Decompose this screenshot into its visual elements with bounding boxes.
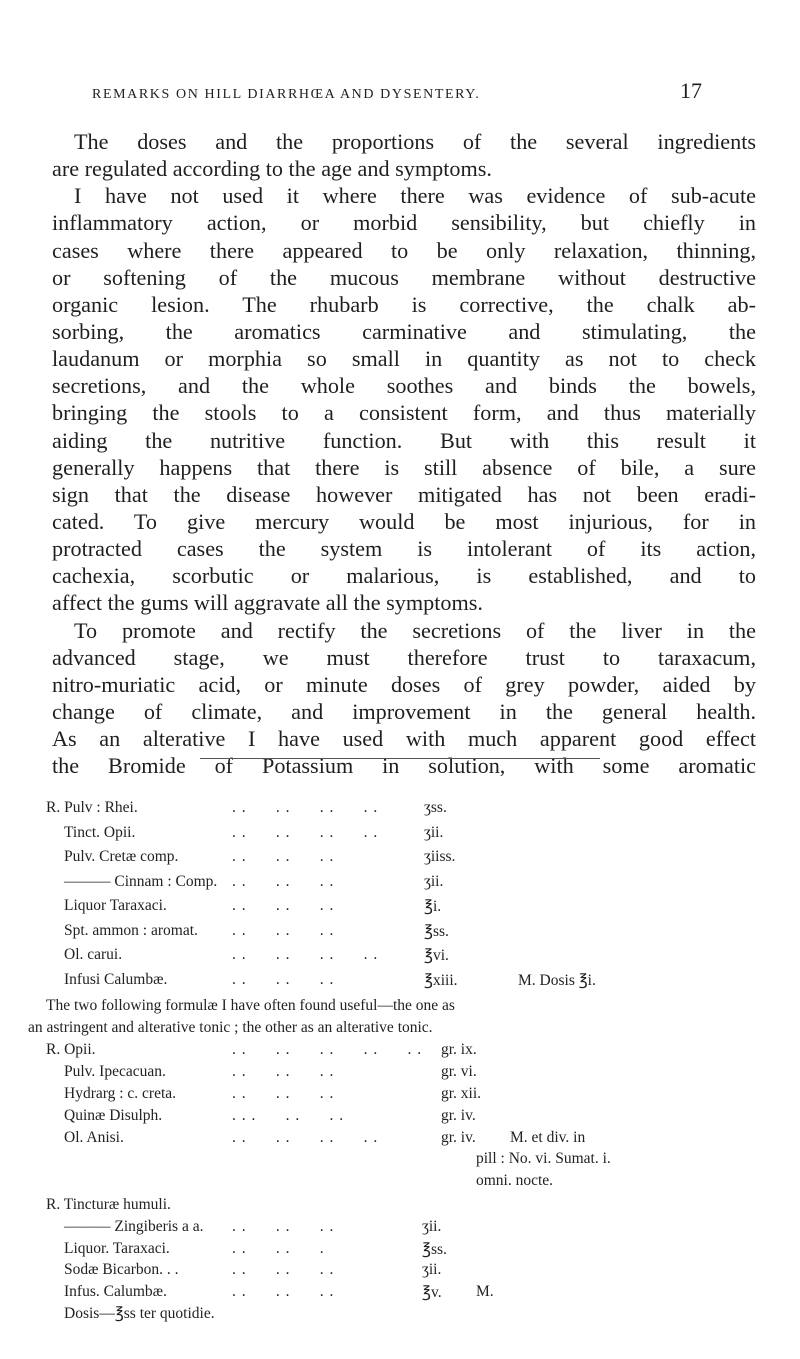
prescription-row bbox=[0, 824, 800, 845]
ingredient-name: Spt. ammon : aromat. bbox=[64, 921, 198, 939]
formula2-note-2: omni. nocte. bbox=[476, 1172, 554, 1189]
body-line: change of climate, and improvement in the general health. bbox=[52, 698, 756, 724]
ingredient-name: Liquor. Taraxaci. bbox=[64, 1239, 170, 1257]
body-line: inflammatory action, or morbid sensibility, but chiefly in bbox=[52, 210, 756, 236]
leader-dots: . . . . . . bbox=[232, 1063, 335, 1080]
ingredient-dose: ʒii. bbox=[424, 823, 444, 841]
ingredient-dose: ʒii. bbox=[424, 872, 444, 890]
ingredient-dose: ʒii. bbox=[422, 1261, 442, 1278]
ingredient-dose: ʒiiss. bbox=[424, 848, 456, 865]
leader-dots: . . . . . . bbox=[232, 1218, 335, 1235]
body-line: cachexia, scorbutic or malarious, is established, and to bbox=[52, 563, 756, 589]
body-line: As an alterative I have used with much apparent good effect bbox=[52, 726, 756, 752]
body-line: affect the gums will aggravate all the symptoms. bbox=[52, 590, 483, 616]
formula2-note-1: pill : No. vi. Sumat. i. bbox=[476, 1150, 611, 1167]
body-line: generally happens that there is still absence of bile, a sure bbox=[52, 454, 756, 480]
body-line: The doses and the proportions of the several ingredients bbox=[74, 129, 756, 154]
leader-dots: . . . . . . bbox=[232, 1085, 335, 1102]
ingredient-name: Tinct. Opii. bbox=[64, 823, 136, 841]
prescription-row bbox=[0, 971, 800, 992]
leader-dots: . . . . . . bbox=[232, 921, 335, 939]
ingredient-dose: gr. iv. bbox=[441, 1107, 476, 1124]
body-line: advanced stage, we must therefore trust to taraxacum, bbox=[52, 644, 756, 670]
leader-dots: . . . . . . . bbox=[232, 1107, 345, 1124]
body-line: are regulated according to the age and symptoms. bbox=[52, 156, 492, 182]
prescription-row bbox=[0, 799, 800, 820]
leader-dots: . . . . . . . . . . bbox=[232, 1041, 423, 1058]
prescription-row bbox=[0, 1283, 800, 1304]
ingredient-dose: gr. ix. bbox=[441, 1041, 477, 1058]
leader-dots: . . . . . . . . bbox=[232, 799, 379, 816]
ingredient-dose: ℥i. bbox=[424, 898, 442, 915]
prescription-row bbox=[0, 1218, 800, 1239]
formula3-dosis: Dosis—℥ss ter quotidie. bbox=[64, 1305, 215, 1322]
section-rule bbox=[200, 758, 600, 759]
body-line: organic lesion. The rhubarb is corrective, the chalk ab- bbox=[52, 291, 756, 317]
formulae-intro-line-2: an astringent and alterative tonic ; the other as an alterative tonic. bbox=[28, 1019, 433, 1036]
body-line: sign that the disease however mitigated has not been eradi- bbox=[52, 481, 756, 507]
body-line: aiding the nutritive function. But with this result it bbox=[52, 427, 756, 453]
prescription-instruction: M. bbox=[476, 1282, 494, 1300]
prescription-row bbox=[0, 873, 800, 894]
leader-dots: . . . . . . bbox=[232, 1261, 335, 1278]
prescription-row bbox=[0, 1085, 800, 1106]
leader-dots: . . . . . . . . bbox=[232, 946, 379, 963]
leader-dots: . . . . . . bbox=[232, 1282, 335, 1300]
ingredient-name: Ol. Anisi. bbox=[64, 1129, 124, 1146]
ingredient-name: Pulv. Cretæ comp. bbox=[64, 848, 179, 865]
leader-dots: . . . . . bbox=[232, 1239, 325, 1257]
prescription-instruction: M. et div. in bbox=[510, 1129, 586, 1146]
leader-dots: . . . . . . bbox=[232, 872, 335, 890]
ingredient-dose: ℥xiii. bbox=[424, 971, 458, 989]
leader-dots: . . . . . . bbox=[232, 897, 335, 914]
prescription-row bbox=[0, 1063, 800, 1084]
ingredient-name: Sodæ Bicarbon. . . bbox=[64, 1261, 179, 1278]
leader-dots: . . . . . . bbox=[232, 970, 335, 988]
body-line: I have not used it where there was evidence of sub-acute bbox=[74, 183, 756, 209]
ingredient-dose: ℥vi. bbox=[424, 947, 449, 964]
ingredient-dose: ʒii. bbox=[422, 1218, 442, 1235]
prescription-row bbox=[0, 848, 800, 869]
ingredient-dose: ʒss. bbox=[424, 799, 447, 816]
prescription-row bbox=[0, 1240, 800, 1261]
body-line: nitro-muriatic acid, or minute doses of grey powder, aided by bbox=[52, 671, 756, 697]
ingredient-name: Infusi Calumbæ. bbox=[64, 970, 168, 988]
ingredient-dose: gr. vi. bbox=[441, 1063, 477, 1080]
ingredient-name: Pulv. Ipecacuan. bbox=[64, 1063, 166, 1080]
running-header bbox=[92, 78, 702, 104]
body-line: To promote and rectify the secretions of the liver in the bbox=[74, 617, 756, 643]
body-line: sorbing, the aromatics carminative and stimulating, the bbox=[52, 318, 756, 344]
prescription-row bbox=[0, 946, 800, 967]
ingredient-dose: ℥ss. bbox=[422, 1240, 447, 1258]
ingredient-name: Hydrarg : c. creta. bbox=[64, 1085, 177, 1102]
body-line: bringing the stools to a consistent form, and thus materially bbox=[52, 400, 756, 426]
prescription-row bbox=[0, 1261, 800, 1282]
prescription-row bbox=[0, 1129, 800, 1150]
formulae-intro-line-1: The two following formulæ I have often found useful—the one as bbox=[46, 997, 455, 1014]
running-title: REMARKS ON HILL DIARRHŒA AND DYSENTERY. bbox=[92, 87, 481, 102]
ingredient-name: ——— Cinnam : Comp. bbox=[64, 872, 218, 890]
ingredient-dose: ℥ss. bbox=[424, 922, 449, 940]
ingredient-name: R. Opii. bbox=[46, 1041, 96, 1058]
body-line: cated. To give mercury would be most injurious, for in bbox=[52, 508, 756, 534]
leader-dots: . . . . . . . . bbox=[232, 1129, 379, 1146]
ingredient-dose: gr. iv. bbox=[441, 1129, 476, 1146]
body-line: protracted cases the system is intolerant of its action, bbox=[52, 536, 756, 562]
ingredient-name: Ol. carui. bbox=[64, 946, 123, 963]
prescription-instruction: M. Dosis ℥i. bbox=[518, 971, 596, 989]
body-line: cases where there appeared to be only relaxation, thinning, bbox=[52, 237, 756, 263]
leader-dots: . . . . . . bbox=[232, 848, 335, 865]
ingredient-name: Quinæ Disulph. bbox=[64, 1107, 163, 1124]
body-line: secretions, and the whole soothes and binds the bowels, bbox=[52, 373, 756, 399]
ingredient-name: Liquor Taraxaci. bbox=[64, 897, 167, 914]
body-line: laudanum or morphia so small in quantity as not to check bbox=[52, 346, 756, 372]
prescription-row bbox=[0, 1107, 800, 1128]
body-line: the Bromide of Potassium in solution, with some aromatic bbox=[52, 753, 756, 779]
prescription-row bbox=[0, 922, 800, 943]
prescription-row bbox=[0, 1041, 800, 1062]
formula3-title: R. Tincturæ humuli. bbox=[46, 1196, 171, 1213]
ingredient-dose: gr. xii. bbox=[441, 1085, 482, 1102]
prescription-row bbox=[0, 897, 800, 918]
body-line: or softening of the mucous membrane without destructive bbox=[52, 264, 756, 290]
body-text bbox=[52, 128, 756, 779]
ingredient-dose: ℥v. bbox=[422, 1283, 442, 1301]
leader-dots: . . . . . . . . bbox=[232, 823, 379, 841]
ingredient-name: Infus. Calumbæ. bbox=[64, 1282, 167, 1300]
ingredient-name: ——— Zingiberis a a. bbox=[64, 1218, 204, 1235]
ingredient-name: R. Pulv : Rhei. bbox=[46, 799, 138, 816]
page-number: 17 bbox=[680, 78, 702, 103]
